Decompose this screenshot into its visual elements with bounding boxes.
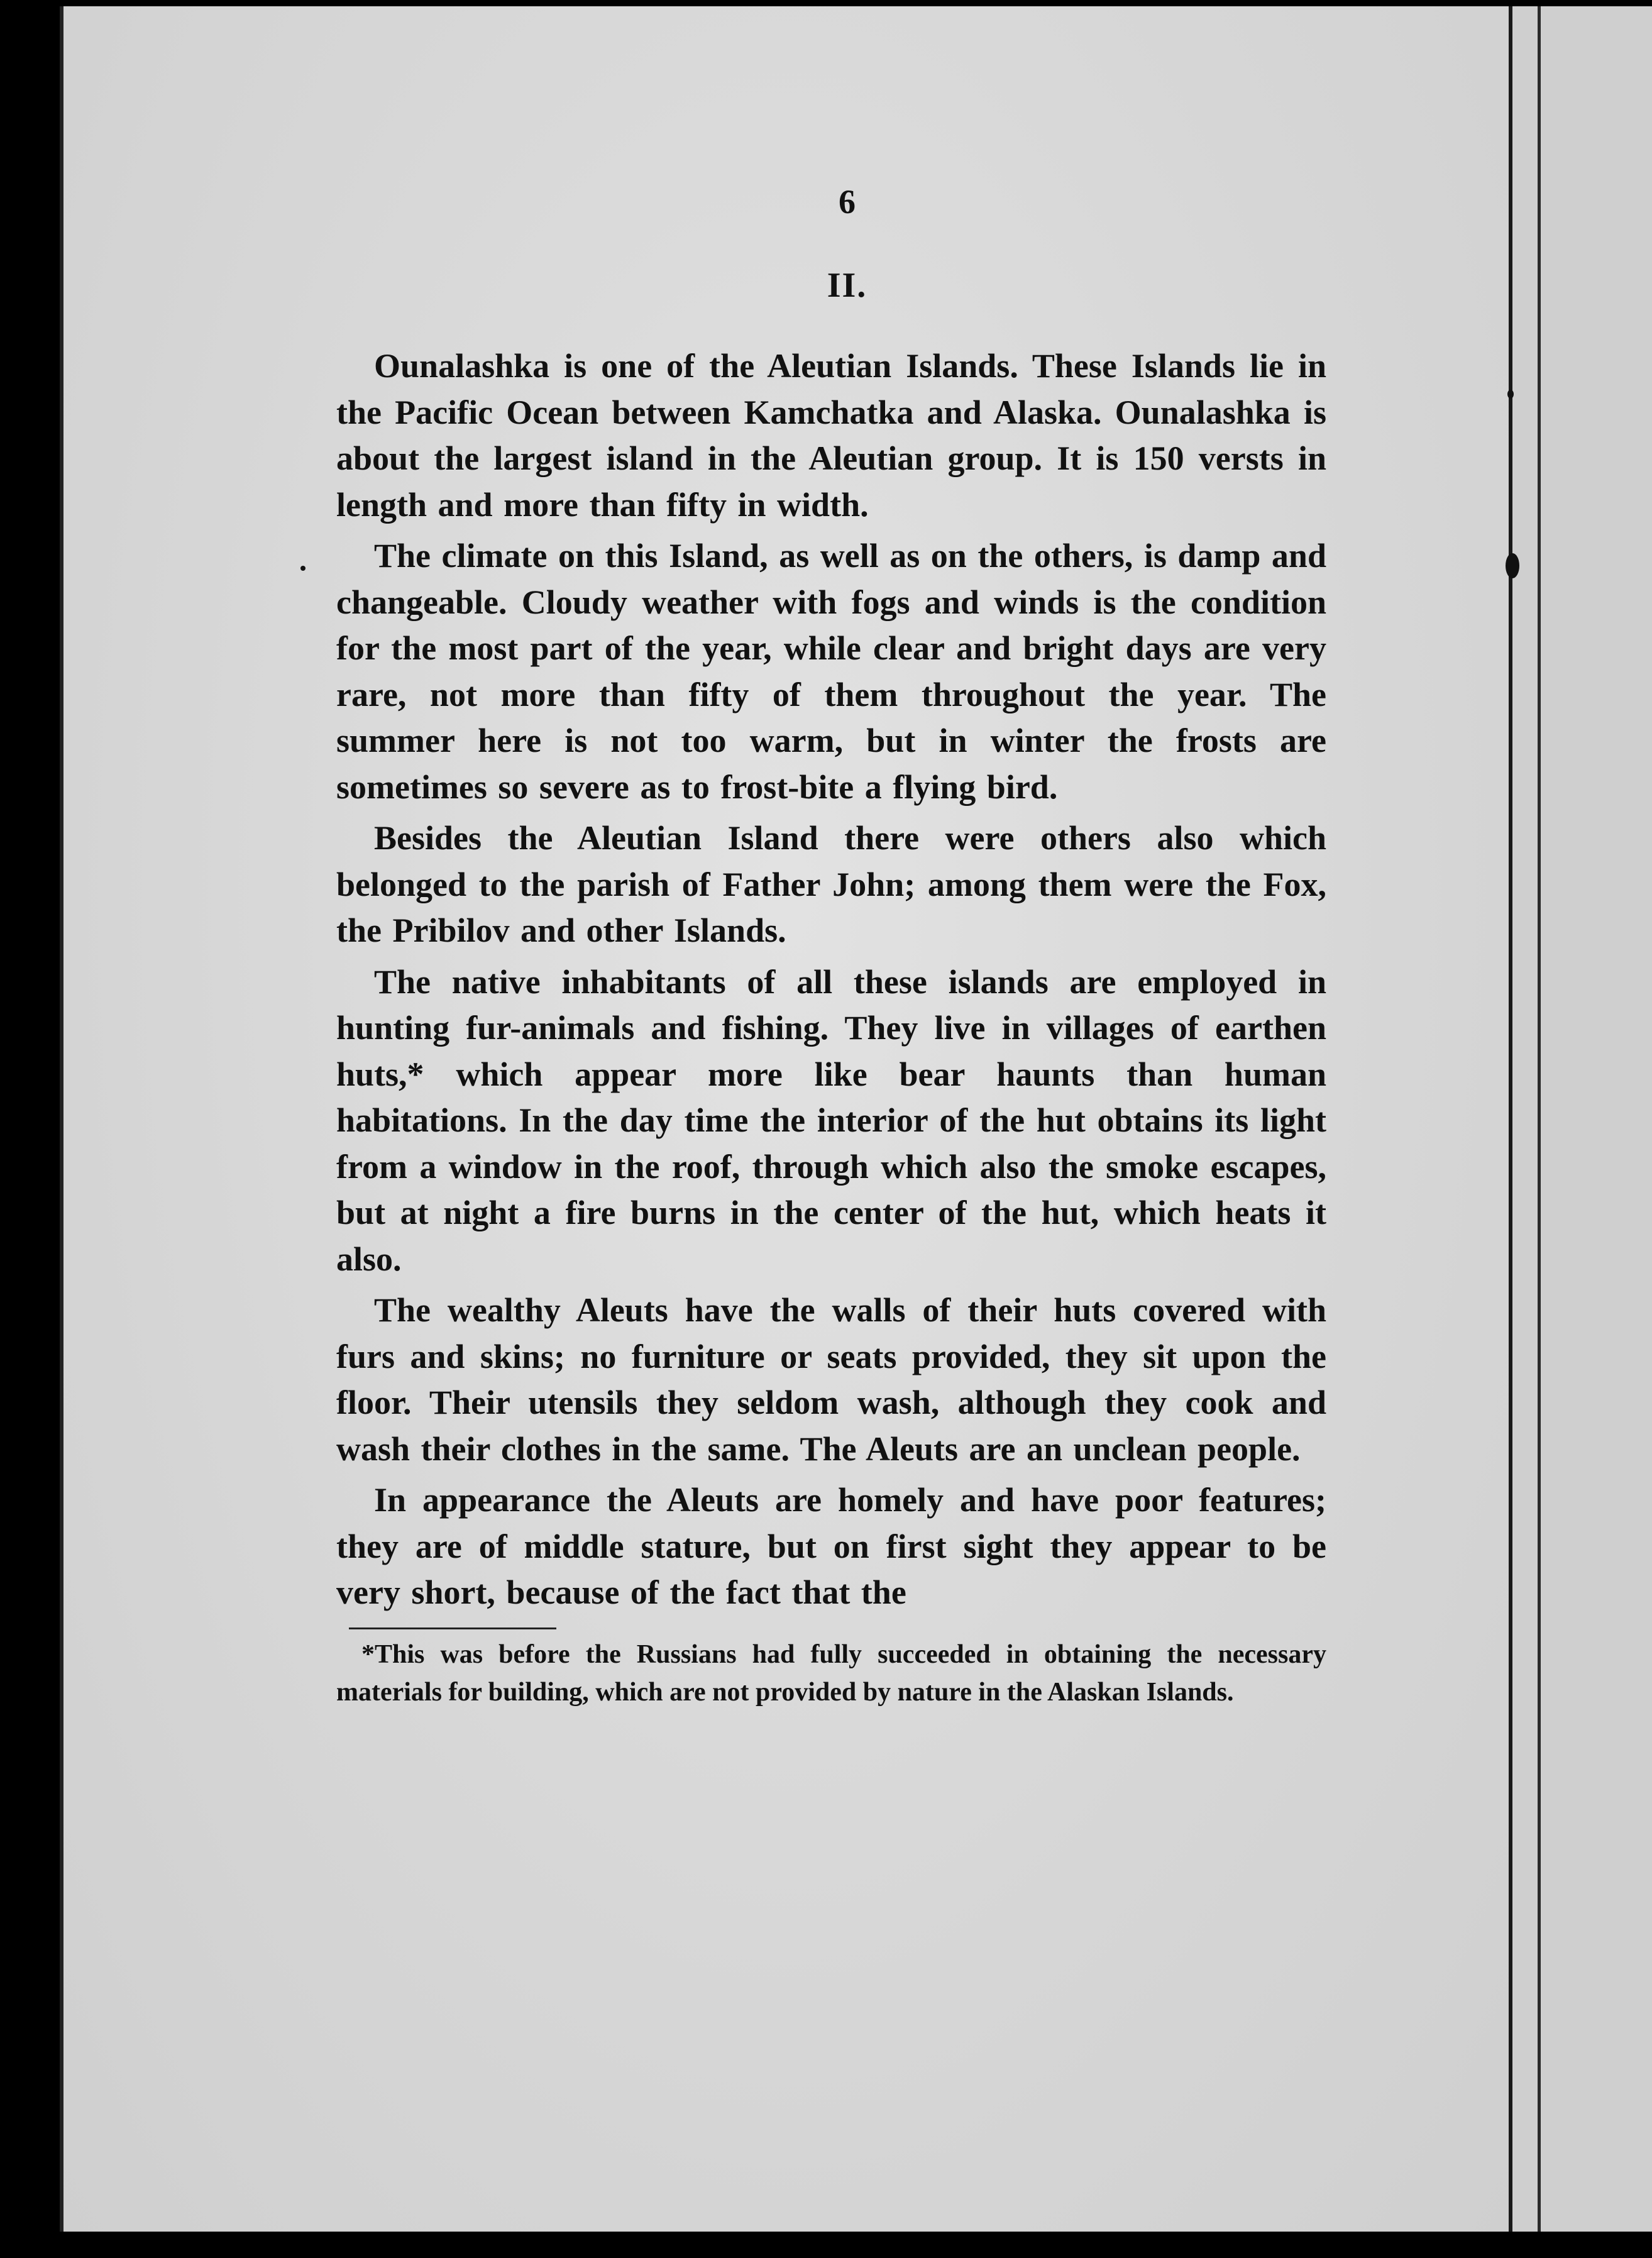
chapter-heading: II.	[827, 266, 867, 305]
footnote: *This was before the Russians had fully succeeded in obtaining the necessary materials for building, which are not provided by nature in the Alaskan Islands.	[336, 1639, 1326, 1707]
ink-speck	[300, 566, 306, 571]
paragraph: In appearance the Aleuts are homely and have poor features; they are of middle stature, but on first sight they appear to be very short, because of the fact that the	[336, 1481, 1326, 1611]
ink-speck	[1507, 390, 1514, 399]
page-text	[336, 182, 1326, 1711]
paragraph: The wealthy Aleuts have the walls of their huts covered with furs and skins; no furniture or seats provided, they sit upon the floor. Their utensils they seldom wash, although they cook and wash their clothes in the same. The Aleuts are an unclean people.	[336, 1291, 1326, 1468]
page-edge-line	[1538, 6, 1541, 2232]
ink-speck	[1506, 553, 1519, 578]
page-number: 6	[839, 183, 856, 221]
paragraph: The climate on this Island, as well as on the others, is damp and changeable. Cloudy weather with fogs and winds is the condition for the most part of the year, while clear and bright days are very rare, not more than fifty of them throughout the year. The summer here is not too warm, but in winter the frosts are sometimes so severe as to frost-bite a flying bird.	[336, 537, 1326, 806]
paragraph: Ounalashka is one of the Aleutian Islands. These Islands lie in the Pacific Ocean between Kamchatka and Alaska. Ounalashka is about the largest island in the Aleutian group. It is 150 versts in length and more than fifty in width.	[336, 347, 1326, 524]
footnote-rule	[349, 1627, 556, 1629]
paragraph: The native inhabitants of all these islands are employed in hunting fur-animals and fishing. They live in villages of earthen huts,* which appear more like bear haunts than human habitations. In the day time the interior of the hut obtains its light from a window in the roof, through which also the smoke escapes, but at night a fire burns in the center of the hut, which heats it also.	[336, 962, 1326, 1278]
facing-page-edge	[1509, 6, 1652, 2232]
paragraph: Besides the Aleutian Island there were others also which belonged to the parish of Father John; among them were the Fox, the Pribilov and other Islands.	[336, 819, 1326, 949]
